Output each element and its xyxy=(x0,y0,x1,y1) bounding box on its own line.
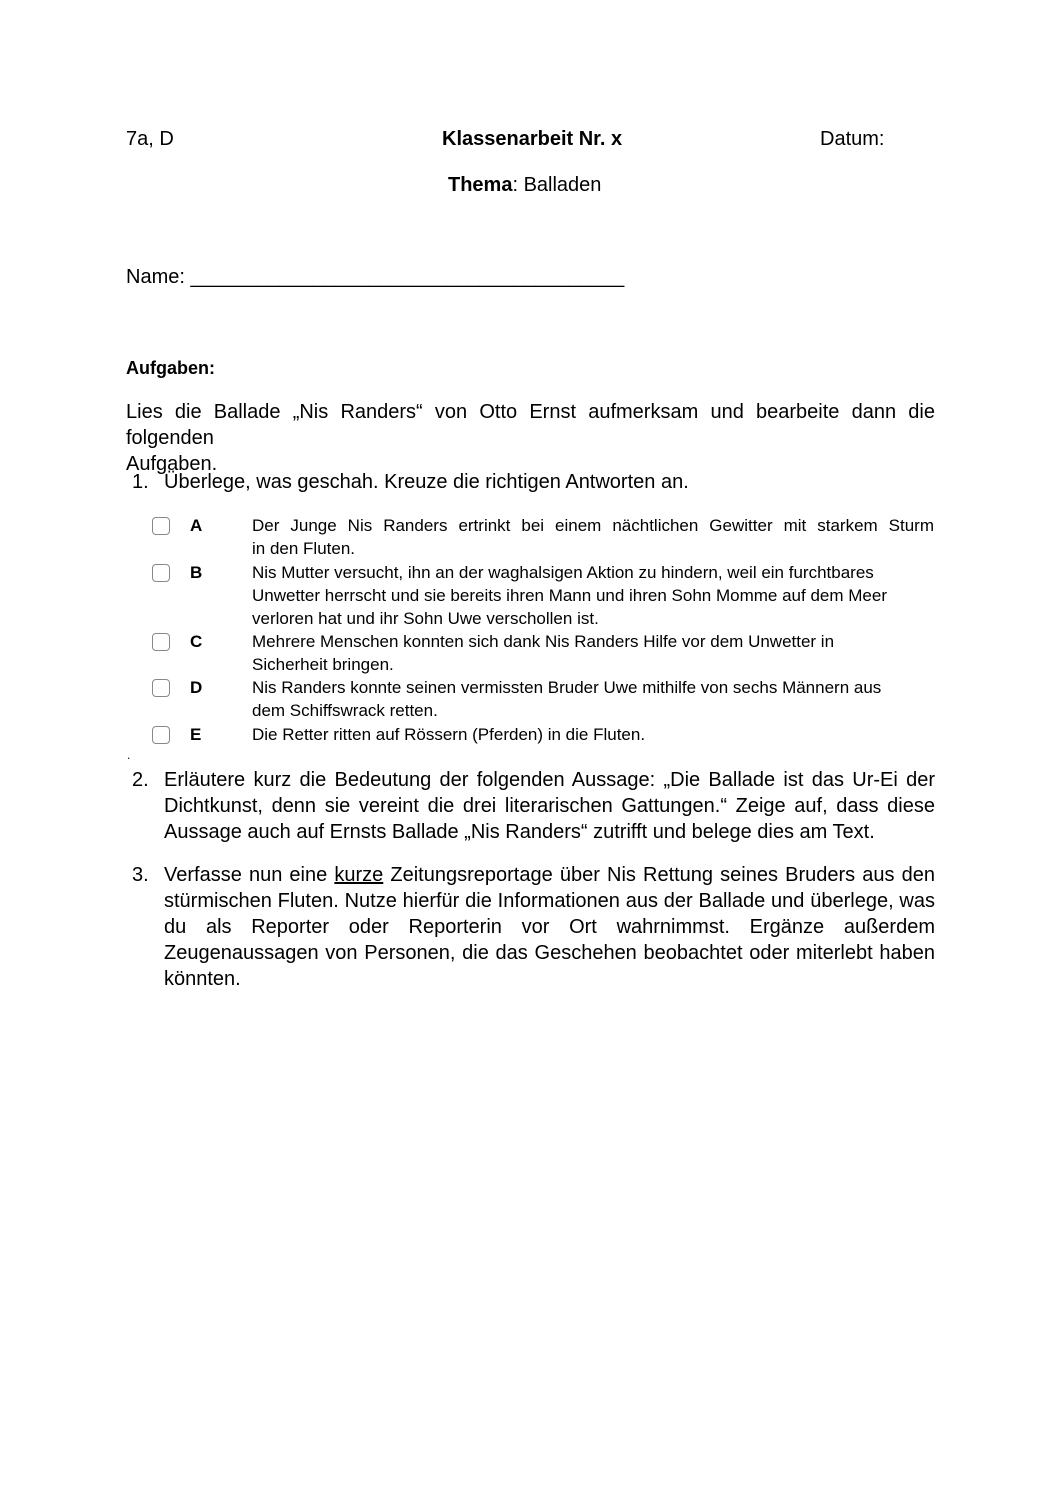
option-line: Mehrere Menschen konnten sich dank Nis Randers Hilfe vor dem Unwetter in xyxy=(252,632,835,651)
task2-line: Dichtkunst, denn sie vereint die drei literarischen Gattungen.“ Zeige auf, dass diese xyxy=(164,795,935,817)
task3-line: Zeugenaussagen von Personen, die das Geschehen beobachtet oder miterlebt haben xyxy=(164,942,935,964)
intro-text xyxy=(126,399,935,477)
task3-number: 3. xyxy=(132,864,149,886)
name-line: _______________________________________ xyxy=(190,266,625,288)
task3-text-part: Zeitungsreportage über Nis Rettung seines Bruders aus den xyxy=(383,864,935,886)
task1-number: 1. xyxy=(132,471,149,493)
task3-line: du als Reporter oder Reporterin vor Ort wahrnimmst. Ergänze außerdem xyxy=(164,916,935,938)
checkbox-c[interactable] xyxy=(152,633,170,651)
intro-line: Lies die Ballade „Nis Randers“ von Otto Ernst aufmerksam und bearbeite dann die folgenden xyxy=(126,401,935,449)
topic-value: : Balladen xyxy=(512,174,602,196)
name-field[interactable] xyxy=(126,264,624,290)
task2-text xyxy=(164,767,935,845)
option-line: Der Junge Nis Randers ertrinkt bei einem nächtlichen Gewitter mit starkem Sturm xyxy=(252,516,934,535)
intro-line: Aufgaben. xyxy=(126,453,218,475)
task2-number: 2. xyxy=(132,769,149,791)
option-line: verloren hat und ihr Sohn Uwe verschollen ist. xyxy=(252,609,599,628)
option-line: dem Schiffswrack retten. xyxy=(252,701,438,720)
option-letter: A xyxy=(190,516,203,535)
option-line: Die Retter ritten auf Rössern (Pferden) in die Fluten. xyxy=(252,725,646,744)
option-letter: B xyxy=(190,563,203,582)
topic-label: Thema xyxy=(448,174,513,196)
task3-text xyxy=(164,862,935,992)
checkbox-d[interactable] xyxy=(152,679,170,697)
option-line: Nis Mutter versucht, ihn an der waghalsigen Aktion zu hindern, weil ein furchtbares xyxy=(252,563,874,582)
page-title: Klassenarbeit Nr. x xyxy=(442,128,623,150)
date-label: Datum: xyxy=(820,128,885,150)
task3-line xyxy=(164,862,935,888)
task3-line: könnten. xyxy=(164,968,241,990)
class-subject: 7a, D xyxy=(126,128,174,150)
checkbox-b[interactable] xyxy=(152,564,170,582)
option-letter: C xyxy=(190,632,203,651)
checkbox-e[interactable] xyxy=(152,726,170,744)
task3-line: stürmischen Fluten. Nutze hierfür die Informationen aus der Ballade und überlege, was xyxy=(164,890,935,912)
task3-text-part: Verfasse nun eine xyxy=(164,864,335,886)
option-line: Sicherheit bringen. xyxy=(252,655,394,674)
option-line: in den Fluten. xyxy=(252,539,356,558)
tasks-heading: Aufgaben: xyxy=(126,358,215,378)
topic xyxy=(448,172,601,198)
checkbox-a[interactable] xyxy=(152,517,170,535)
option-line: Nis Randers konnte seinen vermissten Bruder Uwe mithilfe von sechs Männern aus xyxy=(252,678,882,697)
task2-line: Aussage auch auf Ernsts Ballade „Nis Randers“ zutrifft und belege dies am Text. xyxy=(164,821,875,843)
emphasis-kurze: kurze xyxy=(334,864,384,886)
option-letter: E xyxy=(190,725,202,744)
stray-dot: . xyxy=(127,748,131,762)
option-letter: D xyxy=(190,678,203,697)
name-label: Name: xyxy=(126,266,185,288)
option-line: Unwetter herrscht und sie bereits ihren Mann und ihren Sohn Momme auf dem Meer xyxy=(252,586,887,605)
task1-text: Überlege, was geschah. Kreuze die richtigen Antworten an. xyxy=(164,471,689,493)
task2-line: Erläutere kurz die Bedeutung der folgenden Aussage: „Die Ballade ist das Ur-Ei der xyxy=(164,769,935,791)
